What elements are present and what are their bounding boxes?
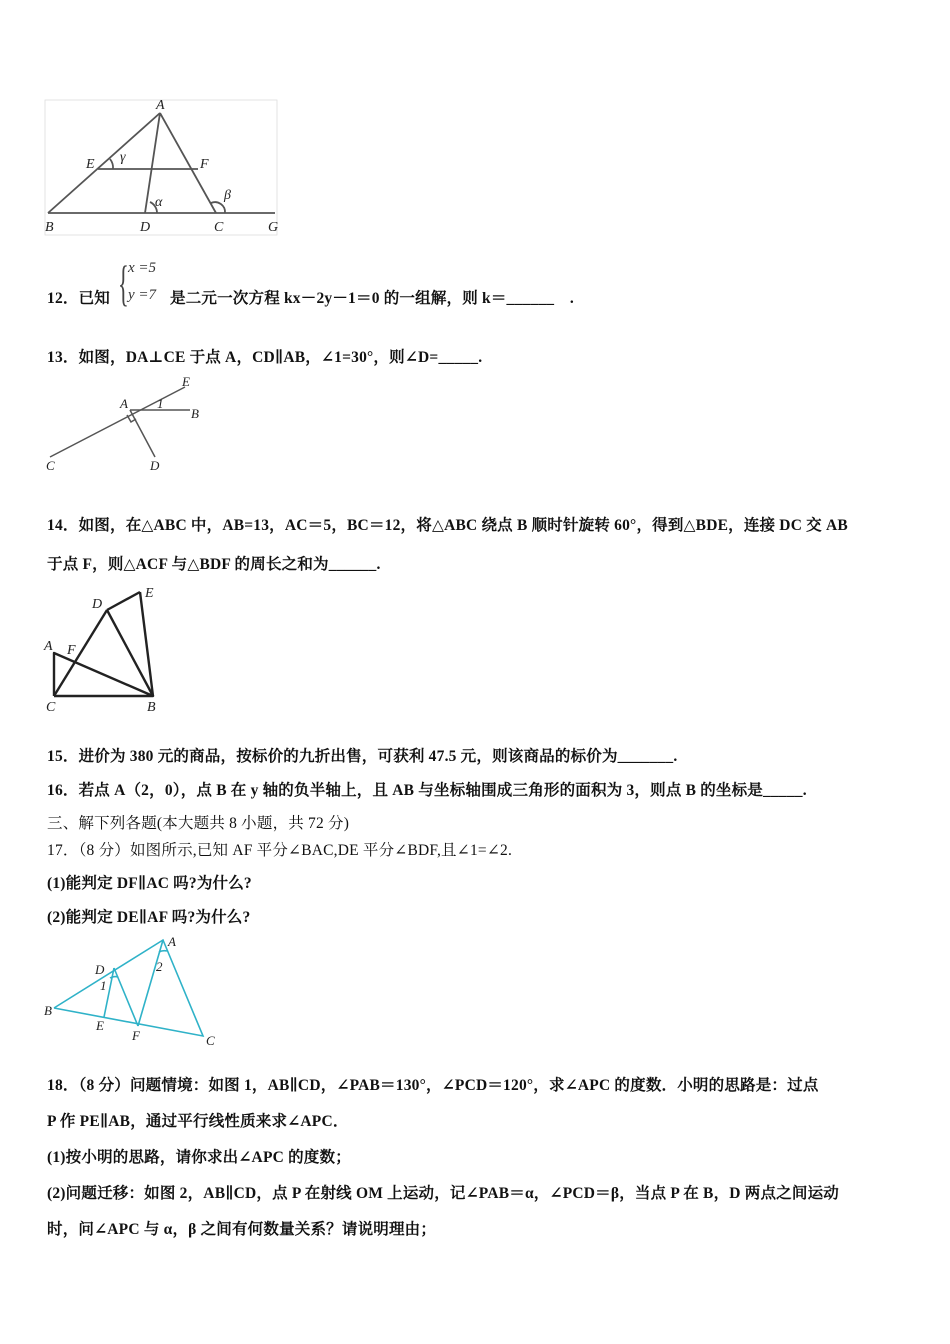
label-D: D [150, 458, 160, 473]
label-beta: β [224, 188, 231, 203]
label-alpha: α [155, 195, 163, 210]
label-B: B [44, 1003, 52, 1018]
label-2: 2 [156, 959, 163, 974]
q18-line1: 18．（8 分）问题情境：如图 1，AB∥CD，∠PAB＝130°，∠PCD＝120°，求∠APC 的度数．小明的思路是：过点 [47, 1077, 819, 1094]
q17-sub1: (1)能判定 DF∥AC 吗?为什么? [47, 875, 252, 892]
equation-x: x =5 [128, 260, 157, 276]
label-gamma: γ [120, 150, 126, 165]
section-3-heading: 三、解下列各题(本大题共 8 小题，共 72 分) [47, 815, 350, 832]
q12-prefix: 12．已知 [47, 290, 111, 307]
figure-q11 [40, 95, 290, 240]
label-E: E [86, 157, 95, 172]
q17-sub2: (2)能判定 DE∥AF 吗?为什么? [47, 909, 251, 926]
label-F: F [200, 157, 209, 172]
label-E: E [145, 586, 154, 601]
label-A: A [168, 934, 176, 949]
label-D: D [140, 220, 151, 235]
q13-text: 13．如图，DA⊥CE 于点 A，CD∥AB，∠1=30°，则∠D=_____. [47, 349, 483, 366]
label-E: E [182, 374, 190, 389]
q15-text: 15．进价为 380 元的商品，按标价的九折出售，可获利 47.5 元，则该商品的标价为_______. [47, 748, 678, 765]
label-A: A [44, 639, 53, 654]
equation-system [118, 255, 172, 312]
label-B: B [191, 406, 199, 421]
label-1: 1 [157, 396, 164, 411]
q18-line2: P 作 PE∥AB，通过平行线性质来求∠APC． [47, 1113, 349, 1130]
label-F: F [132, 1028, 140, 1043]
q14-line1: 14．如图，在△ABC 中，AB=13，AC＝5，BC＝12，将△ABC 绕点 B 顺时针旋转 60°，得到△BDE，连接 DC 交 AB [47, 517, 848, 534]
label-D: D [92, 597, 103, 612]
label-E: E [96, 1018, 104, 1033]
label-F: F [67, 643, 76, 658]
label-C: C [46, 458, 55, 473]
label-C: C [214, 220, 224, 235]
label-C: C [206, 1033, 215, 1048]
figure-q14 [40, 580, 170, 715]
q16-text: 16．若点 A（2，0），点 B 在 y 轴的负半轴上，且 AB 与坐标轴围成三角形的面积为 3，则点 B 的坐标是_____. [47, 782, 807, 799]
label-D: D [95, 962, 105, 977]
figure-q17 [40, 930, 230, 1050]
label-B: B [147, 700, 156, 715]
label-B: B [45, 220, 54, 235]
q12-suffix: 是二元一次方程 kx－2y－1＝0 的一组解，则 k＝______ . [170, 290, 574, 307]
label-C: C [46, 700, 56, 715]
equation-y: y =7 [128, 287, 157, 303]
label-1: 1 [100, 978, 107, 993]
q17-text: 17．（8 分）如图所示,已知 AF 平分∠BAC,DE 平分∠BDF,且∠1=∠2. [47, 842, 513, 859]
brace-icon: { [118, 255, 129, 311]
label-A: A [120, 396, 128, 411]
q18-sub2a: (2)问题迁移：如图 2，AB∥CD，点 P 在射线 OM 上运动，记∠PAB＝α，∠PCD＝β，当点 P 在 B，D 两点之间运动 [47, 1185, 839, 1202]
figure-q13 [40, 372, 220, 477]
q14-line2: 于点 F，则△ACF 与△BDF 的周长之和为______. [47, 556, 381, 573]
q18-sub2b: 时，问∠APC 与 α，β 之间有何数量关系？请说明理由； [47, 1221, 437, 1238]
label-A: A [156, 98, 165, 113]
q18-sub1: (1)按小明的思路，请你求出∠APC 的度数； [47, 1149, 351, 1166]
label-G: G [268, 220, 279, 235]
